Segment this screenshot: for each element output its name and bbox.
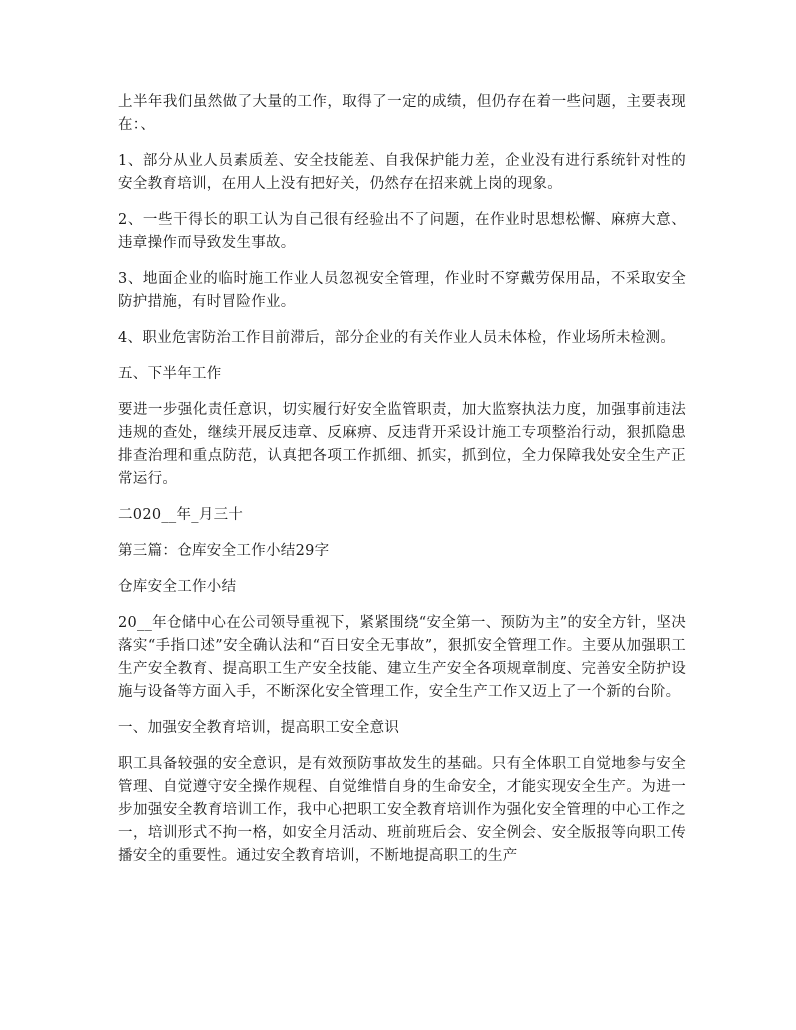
paragraph-issues-intro: 上半年我们虽然做了大量的工作，取得了一定的成绩，但仍存在着一些问题，主要表现在：、 — [118, 94, 686, 133]
section-heading-training: 一、加强安全教育培训，提高职工安全意识 — [118, 720, 400, 736]
paragraph-issue-4: 4、职业危害防治工作目前滞后，部分企业的有关作业人员未体检，作业场所未检测。 — [118, 330, 676, 346]
paragraph-issue-3: 3、地面企业的临时施工作业人员忽视安全管理，作业时不穿戴劳保用品，不采取安全防护措施，有时冒险作业。 — [118, 271, 686, 310]
document-page — [118, 91, 686, 881]
date-line: 二020__年_月三十 — [118, 507, 244, 523]
paragraph-warehouse-overview: 20__年仓储中心在公司领导重视下，紧紧围绕“安全第一、预防为主”的安全方针，坚决落实“手指口述”安全确认法和“百日安全无事故”，狠抓安全管理工作。主要从加强职工生产安全教育、提高职工生产安全技能、建立生产安全各项规章制度、完善安全防护设施与设备等方面入手，不断深化安全管理工作，安全生产工作又迈上了一个新的台阶。 — [118, 615, 686, 700]
paragraph-training: 职工具备较强的安全意识，是有效预防事故发生的基础。只有全体职工自觉地参与安全管理、自觉遵守安全操作规程、自觉维惜自身的生命安全，才能实现安全生产。为进一步加强安全教育培训工作，我中心把职工安全教育培训作为强化安全管理的中心工作之一，培训形式不拘一格，如安全月活动、班前班后会、安全例会、安全版报等向职工传播安全的重要性。通过安全教育培训，不断地提高职工的生产 — [118, 756, 686, 864]
paragraph-issue-2: 2、一些干得长的职工认为自己很有经验出不了问题，在作业时思想松懈、麻痹大意、违章操作而导致发生事故。 — [118, 212, 686, 251]
section-heading-second-half: 五、下半年工作 — [118, 366, 222, 382]
warehouse-summary-title: 仓库安全工作小结 — [118, 579, 237, 595]
paragraph-second-half-plan: 要进一步强化责任意识，切实履行好安全监管职责，加大监察执法力度，加强事前违法违规的查处，继续开展反违章、反麻痹、反违背开采设计施工专项整治行动，狠抓隐患排查治理和重点防范，认真把各项工作抓细、抓实，抓到位，全力保障我处安全生产正常运行。 — [118, 402, 686, 487]
paragraph-issue-1: 1、部分从业人员素质差、安全技能差、自我保护能力差，企业没有进行系统针对性的安全教育培训，在用人上没有把好关，仍然存在招来就上岗的现象。 — [118, 153, 686, 192]
part-three-title: 第三篇：仓库安全工作小结29字 — [118, 543, 330, 559]
